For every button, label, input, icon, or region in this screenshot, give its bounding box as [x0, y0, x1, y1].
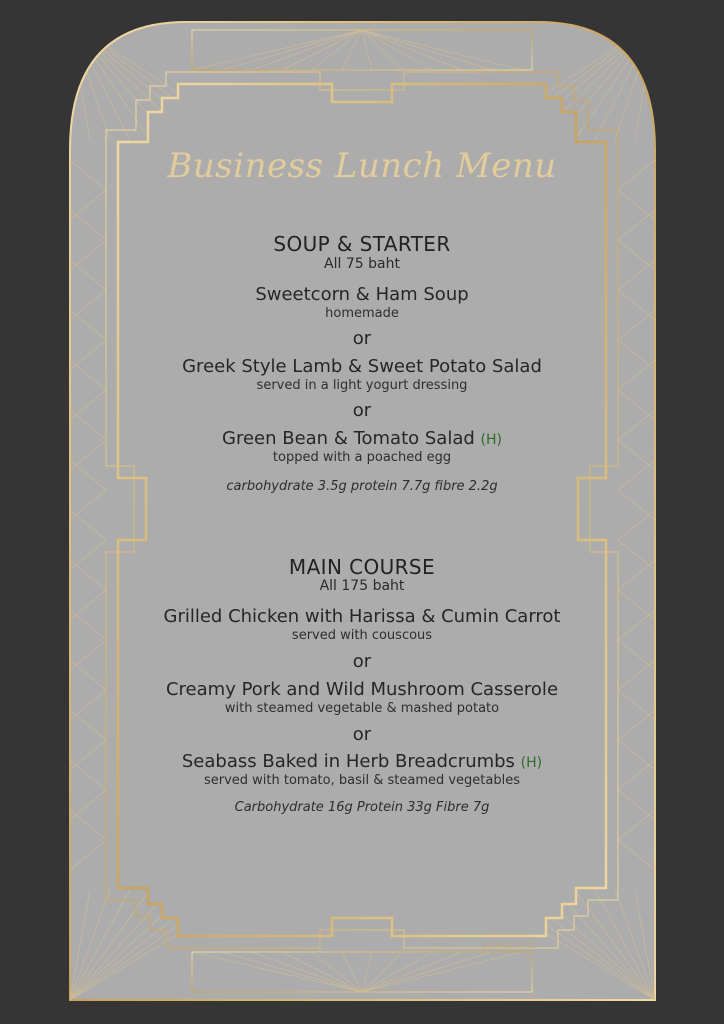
date-stamp: 20.06-01.07.22: [482, 942, 536, 950]
dish-name: Grilled Chicken with Harissa & Cumin Carrot: [163, 606, 561, 627]
or-separator: or: [352, 328, 372, 349]
or-separator: or: [352, 651, 372, 672]
dish-name: Creamy Pork and Wild Mushroom Casserole: [165, 679, 559, 700]
dish-name-with-badge: [0, 428, 724, 449]
soup-starter-price: All 75 baht: [324, 256, 400, 272]
nutrition-info: carbohydrate 3.5g protein 7.7g fibre 2.2g: [226, 479, 498, 494]
dish-description: served in a light yogurt dressing: [256, 378, 468, 393]
menu-title: Business Lunch Menu: [167, 146, 557, 186]
dish-name-with-badge: [0, 751, 724, 772]
dish-name: Greek Style Lamb & Sweet Potato Salad: [182, 356, 542, 377]
soup-starter-heading: SOUP & STARTER: [273, 232, 451, 256]
dish-name: Sweetcorn & Ham Soup: [255, 284, 469, 305]
dish-description: homemade: [325, 306, 399, 321]
nutrition-info: Carbohydrate 16g Protein 33g Fibre 7g: [234, 800, 490, 815]
main-course-price: All 175 baht: [319, 578, 405, 594]
dish-name: Seabass Baked in Herb Breadcrumbs: [181, 751, 515, 772]
or-separator: or: [352, 400, 372, 421]
or-separator: or: [352, 724, 372, 745]
dish-description: served with tomato, basil & steamed vegetables: [203, 773, 521, 788]
main-course-heading: MAIN COURSE: [288, 555, 436, 579]
dish-name: Green Bean & Tomato Salad: [222, 428, 475, 449]
healthy-badge: (H): [480, 432, 502, 448]
healthy-badge: (H): [520, 755, 543, 771]
dish-description: served with couscous: [291, 628, 433, 643]
dish-description: with steamed vegetable & mashed potato: [224, 701, 500, 716]
dish-description: topped with a poached egg: [272, 450, 452, 465]
